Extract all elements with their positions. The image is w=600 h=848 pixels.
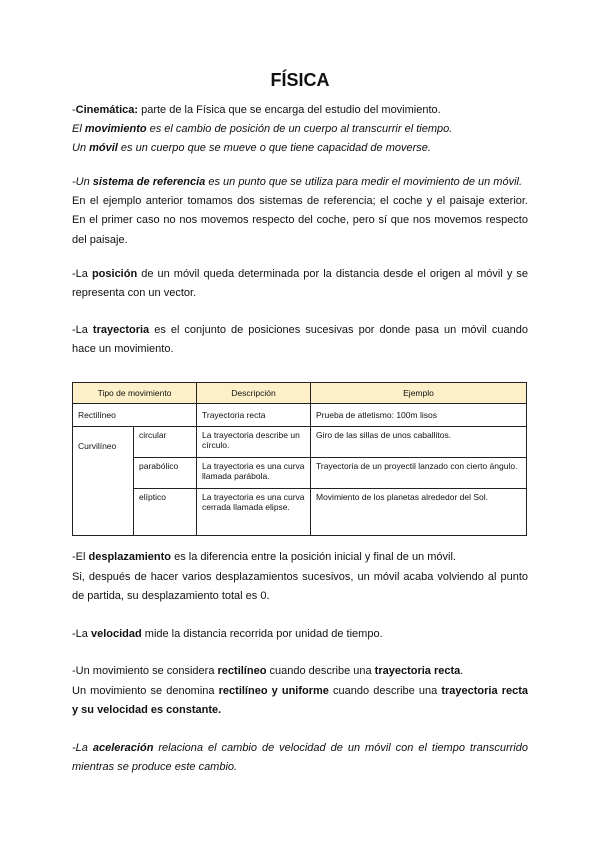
text: es el cambio de posición de un cuerpo al transcurrir el tiempo. xyxy=(146,123,453,135)
term: desplazamiento xyxy=(88,551,172,563)
table-cell: Trayectoria de un proyectil lanzado con cierto ángulo. xyxy=(311,458,527,489)
paragraph-cinematica xyxy=(72,103,441,117)
term: móvil xyxy=(89,142,118,154)
paragraph-posicion xyxy=(72,267,528,281)
text-line: del paisaje. xyxy=(72,234,128,246)
table-row xyxy=(73,404,527,427)
text-line: Si, después de hacer varios desplazamientos sucesivos, un móvil acaba volviendo al punto xyxy=(72,571,528,583)
term: rectilíneo xyxy=(217,665,267,677)
table-row xyxy=(73,458,527,489)
text: -La xyxy=(72,628,91,640)
paragraph-velocidad xyxy=(72,627,383,641)
paragraph-movil xyxy=(72,141,431,155)
term: velocidad xyxy=(90,628,142,640)
text: -El xyxy=(72,551,89,563)
text: -Un xyxy=(72,176,93,188)
term: sistema de referencia xyxy=(92,176,206,188)
term: posición xyxy=(91,268,138,280)
text: cuando describe una xyxy=(328,685,442,697)
term: trayectoria xyxy=(92,324,150,336)
text: relaciona el cambio de velocidad de un móvil con el tiempo transcurrido xyxy=(153,742,528,754)
table-row xyxy=(73,489,527,536)
text-line: representa con un vector. xyxy=(72,287,197,299)
table-cell: La trayectoria describe un círculo. xyxy=(197,427,311,458)
table-cell: La trayectoria es una curva cerrada llamada elipse. xyxy=(197,489,311,536)
page-title: FÍSICA xyxy=(270,70,330,90)
text: -La xyxy=(72,324,93,336)
text: de un móvil queda determinada por la distancia desde el origen al móvil y se xyxy=(137,268,528,280)
text: es un punto que se utiliza para medir el movimiento de un móvil. xyxy=(205,176,523,188)
table-cell: circular xyxy=(134,427,197,458)
text-line: de partida, su desplazamiento total es 0. xyxy=(72,590,270,602)
term: trayectoria recta xyxy=(374,665,461,677)
table-cell: La trayectoria es una curva llamada parábola. xyxy=(197,458,311,489)
paragraph-trayectoria xyxy=(72,323,528,337)
text-line: hace un movimiento. xyxy=(72,343,174,355)
text: -La xyxy=(72,268,92,280)
text: cuando describe una xyxy=(266,665,375,677)
table-row xyxy=(73,427,527,458)
term: movimiento xyxy=(84,123,147,135)
text: es la diferencia entre la posición inicial y final de un móvil. xyxy=(171,551,456,563)
paragraph-desplazamiento xyxy=(72,550,456,564)
table-cell: Curvilíneo xyxy=(73,427,134,536)
table-cell: Trayectoria recta xyxy=(197,404,311,427)
text: es un cuerpo que se mueve o que tiene capacidad de moverse. xyxy=(117,142,431,154)
term: Cinemática: xyxy=(75,104,139,116)
term: aceleración xyxy=(92,742,154,754)
text-line: mientras se produce este cambio. xyxy=(72,761,238,773)
text: Un movimiento se denomina xyxy=(72,685,219,697)
text: - xyxy=(72,104,76,116)
text: parte de la Física que se encarga del estudio del movimiento. xyxy=(138,104,441,116)
table-cell: Giro de las sillas de unos caballitos. xyxy=(311,427,527,458)
text: mide la distancia recorrida por unidad de tiempo. xyxy=(141,628,383,640)
term: trayectoria recta xyxy=(441,685,528,697)
term: rectilíneo y uniforme xyxy=(218,685,329,697)
table-cell: elíptico xyxy=(134,489,197,536)
table-header-row xyxy=(73,383,527,404)
table-cell: Rectilíneo xyxy=(73,404,197,427)
text-line: En el primer caso no nos movemos respecto del coche, pero sí que nos movemos respecto xyxy=(72,214,528,226)
paragraph-movimiento xyxy=(72,122,452,136)
text-line: En el ejemplo anterior tomamos dos sistemas de referencia; el coche y el paisaje exterior. xyxy=(72,195,528,207)
text: . xyxy=(460,665,464,677)
paragraph-sistema-referencia xyxy=(72,175,522,189)
table-cell: Movimiento de los planetas alrededor del Sol. xyxy=(311,489,527,536)
header-cell: Descripción xyxy=(197,383,311,404)
table-cell: parabólico xyxy=(134,458,197,489)
text-line: y su velocidad es constante. xyxy=(72,704,222,716)
paragraph-rectilineo xyxy=(72,664,463,678)
paragraph-aceleracion xyxy=(72,741,528,755)
text: -Un movimiento se considera xyxy=(72,665,218,677)
text: -La xyxy=(72,742,93,754)
header-cell: Tipo de movimiento xyxy=(73,383,197,404)
header-cell: Ejemplo xyxy=(311,383,527,404)
text: es el conjunto de posiciones sucesivas por donde pasa un móvil cuando xyxy=(149,324,528,336)
text: Un xyxy=(72,142,90,154)
movement-types-table xyxy=(72,382,527,536)
paragraph-uniforme xyxy=(72,684,528,698)
table-cell: Prueba de atletismo: 100m lisos xyxy=(311,404,527,427)
text: El xyxy=(72,123,85,135)
